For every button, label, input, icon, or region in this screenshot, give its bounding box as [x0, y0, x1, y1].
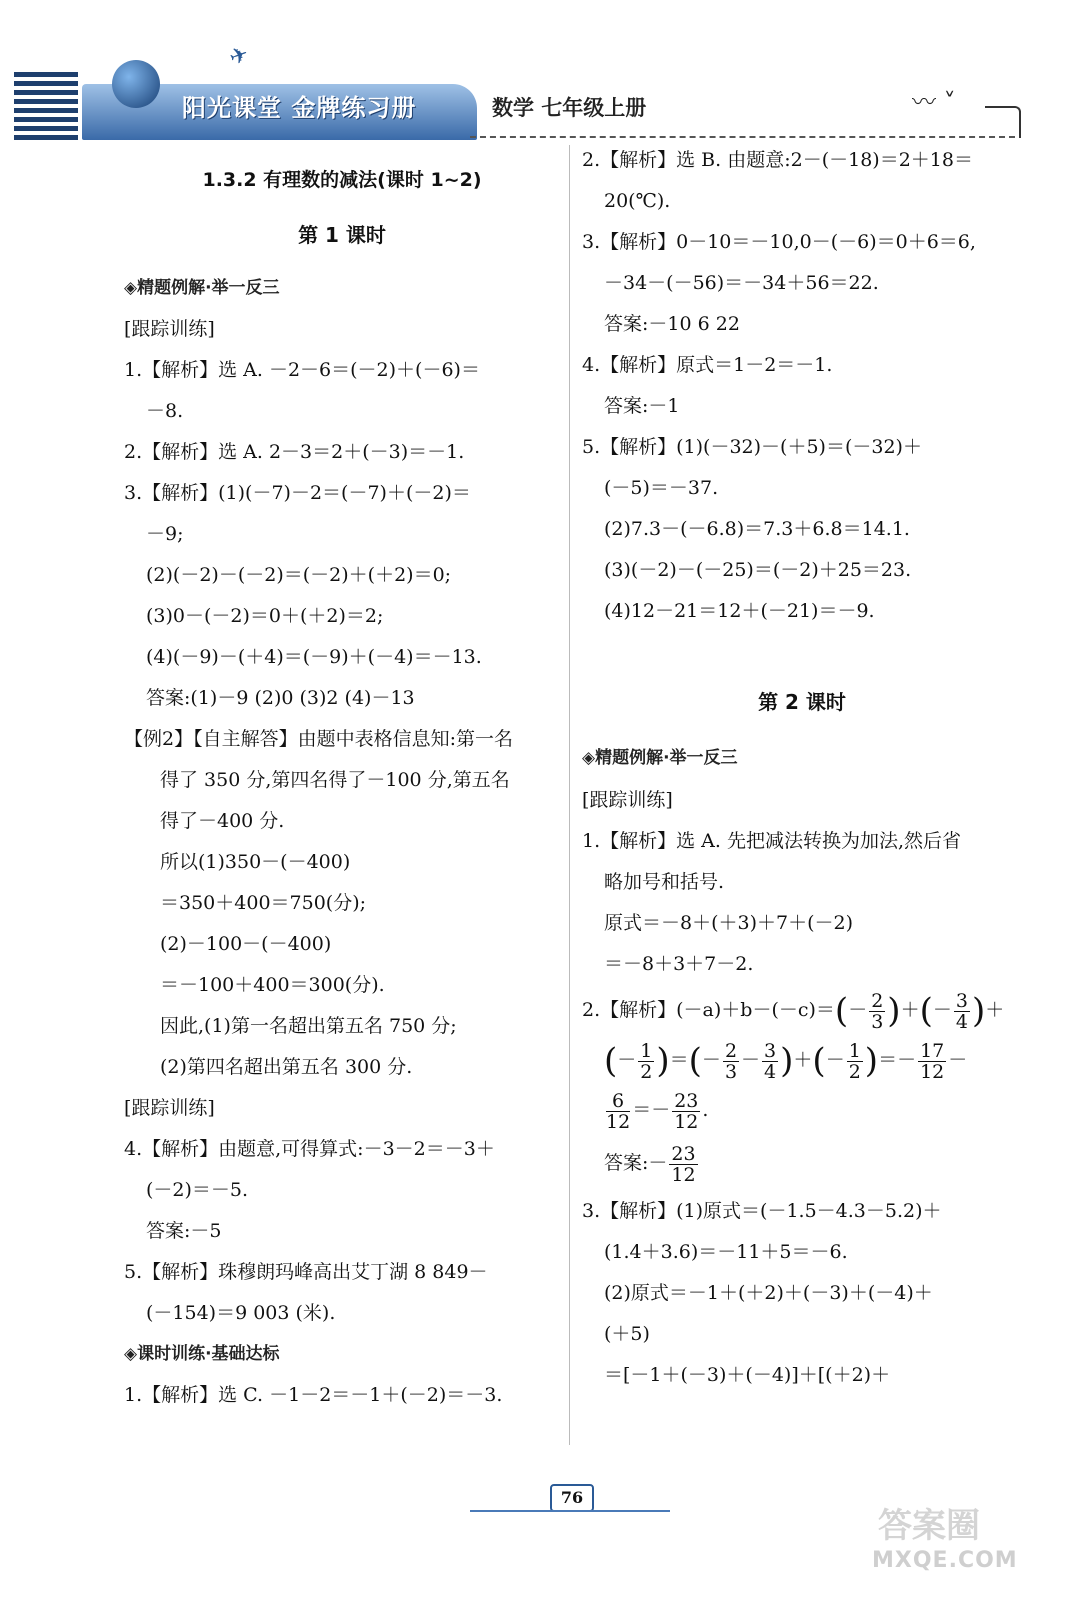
- paper-plane-icon: ✈: [226, 41, 253, 72]
- fraction: $\frac{23}{12}$: [674, 1089, 699, 1133]
- text-line: 因此,(1)第一名超出第五名 750 分;: [160, 1015, 457, 1037]
- globe-icon: [112, 60, 160, 108]
- text-line: (3)0－(－2)＝0＋(＋2)＝2;: [146, 605, 384, 627]
- text-line: (3)(－2)－(－25)＝(－2)＋25＝23.: [604, 559, 912, 581]
- text-line: 略加号和括号.: [604, 871, 725, 893]
- header-stripes: [14, 72, 78, 142]
- fraction: $\frac{23}{12}$: [671, 1142, 696, 1186]
- text-line: ＝[－1＋(－3)＋(－4)]＋[(＋2)＋: [604, 1364, 891, 1386]
- watermark-logo: 答案圈: [878, 1506, 980, 1546]
- text-line: －9;: [146, 523, 184, 545]
- q2-answer-label: 答案:－: [604, 1152, 668, 1174]
- text-line: ＝－8＋3＋7－2.: [604, 953, 754, 975]
- text-line: (2)原式＝－1＋(＋2)＋(－3)＋(－4)＋: [604, 1282, 933, 1304]
- pencil-icon: [985, 106, 1021, 138]
- text-line: 1.【解析】选 A. －2－6＝(－2)＋(－6)＝: [124, 359, 480, 381]
- fraction: $\frac{3}{4}$: [764, 1039, 777, 1083]
- page-number: 76: [550, 1484, 594, 1512]
- lesson-1-title: 第 1 课时: [298, 223, 386, 247]
- fraction: $\frac{1}{2}$: [640, 1039, 653, 1083]
- fraction: $\frac{2}{3}$: [724, 1039, 738, 1083]
- fraction-line: 2.【解析】(－a)＋b－(－c)＝(－ $\frac{2}{3}$ )＋(－ $\frac{3}{4}$ )＋: [582, 989, 1005, 1033]
- text-line: 得了－400 分.: [160, 810, 285, 832]
- text-line: 得了 350 分,第四名得了－100 分,第五名: [160, 769, 510, 791]
- right-column: [582, 140, 1022, 1396]
- text-line: ＝－100＋400＝300(分).: [160, 974, 385, 996]
- text-line: 【例2】【自主解答】由题中表格信息知:第一名: [124, 728, 513, 750]
- text-line: [跟踪训练]: [582, 789, 673, 811]
- watermark-url: MXQE.COM: [872, 1548, 1018, 1573]
- part-heading: ◈精题例解·举一反三: [124, 278, 280, 298]
- text-line: [跟踪训练]: [124, 1097, 215, 1119]
- text-line: (＋5): [604, 1323, 650, 1345]
- text-line: (2)7.3－(－6.8)＝7.3＋6.8＝14.1.: [604, 518, 910, 540]
- text-line: ＝350＋400＝750(分);: [160, 892, 367, 914]
- left-column: [124, 140, 560, 1416]
- text-line: 2.【解析】选 B. 由题意:2－(－18)＝2＋18＝: [582, 149, 973, 171]
- fraction-line: [582, 1135, 1022, 1191]
- text-line: 所以(1)350－(－400): [160, 851, 351, 873]
- text-line: [跟踪训练]: [124, 318, 215, 340]
- series-title: 阳光课堂 金牌练习册: [182, 94, 417, 122]
- text-line: 3.【解析】0－10＝－10,0－(－6)＝0＋6＝6,: [582, 231, 976, 253]
- text-line: 1.【解析】选 C. －1－2＝－1＋(－2)＝－3.: [124, 1384, 503, 1406]
- text-line: 4.【解析】原式＝1－2＝－1.: [582, 354, 833, 376]
- page-footer: [470, 1478, 670, 1518]
- text-line: (1.4＋3.6)＝－11＋5＝－6.: [604, 1241, 848, 1263]
- text-line: 答案:－10 6 22: [604, 313, 740, 335]
- text-line: (2)第四名超出第五名 300 分.: [160, 1056, 413, 1078]
- text-line: 原式＝－8＋(＋3)＋7＋(－2): [604, 912, 854, 934]
- text-line: 答案:(1)－9 (2)0 (3)2 (4)－13: [146, 687, 415, 709]
- text-line: 答案:－1: [604, 395, 680, 417]
- text-line: 5.【解析】(1)(－32)－(＋5)＝(－32)＋: [582, 436, 922, 458]
- page-header: [0, 20, 1065, 130]
- lesson-2-title: 第 2 课时: [758, 690, 846, 714]
- part-heading: ◈课时训练·基础达标: [124, 1344, 280, 1364]
- text-line: 5.【解析】珠穆朗玛峰高出艾丁湖 8 849－: [124, 1261, 488, 1283]
- text-line: (2)(－2)－(－2)＝(－2)＋(＋2)＝0;: [146, 564, 452, 586]
- text-line: －34－(－56)＝－34＋56＝22.: [604, 272, 879, 294]
- text-line: (4)(－9)－(＋4)＝(－9)＋(－4)＝－13.: [146, 646, 482, 668]
- text-line: 1.【解析】选 A. 先把减法转换为加法,然后省: [582, 830, 962, 852]
- header-divider: [470, 136, 1015, 138]
- fraction-line: $\frac{6}{12}$ ＝－ $\frac{23}{12}$ .: [606, 1089, 709, 1133]
- fraction: $\frac{6}{12}$: [606, 1089, 631, 1133]
- text-line: (－2)＝－5.: [146, 1179, 249, 1201]
- text-line: 20(℃).: [604, 190, 671, 212]
- text-line: 3.【解析】(1)原式＝(－1.5－4.3－5.2)＋: [582, 1200, 942, 1222]
- fraction: $\frac{1}{2}$: [848, 1039, 861, 1083]
- birds-icon: 〰︎ ˅: [912, 88, 956, 116]
- fraction: $\frac{3}{4}$: [955, 989, 968, 1033]
- text-line: －8.: [146, 400, 184, 422]
- section-title: 1.3.2 有理数的减法(课时 1~2): [202, 169, 482, 191]
- footer-wave: [470, 1510, 670, 1512]
- fraction: $\frac{2}{3}$: [871, 989, 884, 1033]
- text-line: (－154)＝9 003 (米).: [146, 1302, 336, 1324]
- q2-label: 2.【解析】(－a)＋b－(－c)＝: [582, 999, 835, 1021]
- fraction: $\frac{17}{12}$: [920, 1039, 945, 1083]
- answer-lines: [124, 309, 560, 1334]
- text-line: 答案:－5: [146, 1220, 222, 1242]
- text-line: 3.【解析】(1)(－7)－2＝(－7)＋(－2)＝: [124, 482, 471, 504]
- column-divider: [569, 145, 570, 1445]
- part-heading: ◈精题例解·举一反三: [582, 748, 738, 768]
- text-line: (4)12－21＝12＋(－21)＝－9.: [604, 600, 875, 622]
- text-line: 4.【解析】由题意,可得算式:－3－2＝－3＋: [124, 1138, 495, 1160]
- text-line: 2.【解析】选 A. 2－3＝2＋(－3)＝－1.: [124, 441, 465, 463]
- text-line: (－5)＝－37.: [604, 477, 719, 499]
- fraction-line: (－ $\frac{1}{2}$ )＝(－ $\frac{2}{3}$ － $\frac{3}{4}$ )＋(－ $\frac{1}{2}$ )＝－ $\frac{17}{12}$ －: [604, 1039, 968, 1083]
- text-line: (2)－100－(－400): [160, 933, 332, 955]
- subject-title: 数学 七年级上册: [492, 96, 647, 120]
